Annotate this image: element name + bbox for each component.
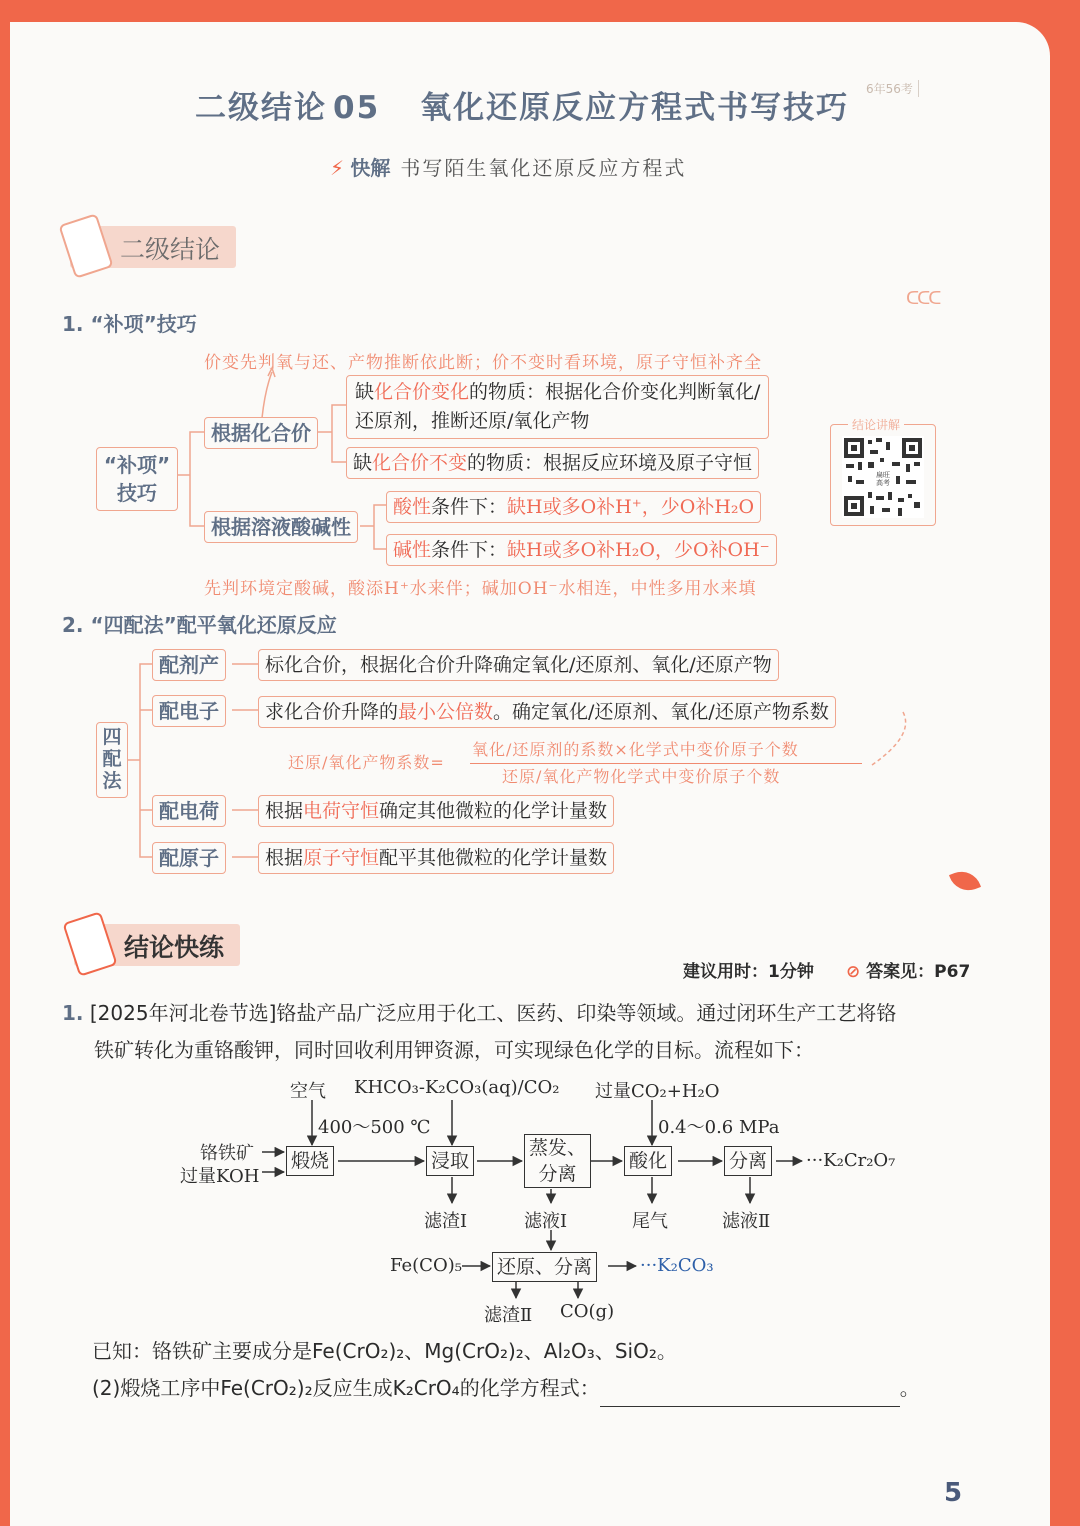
- branch-valence: 根据化合价: [204, 417, 318, 449]
- formula-left: 还原/氧化产物系数=: [288, 753, 445, 772]
- leaf-valence-change: 缺化合价变化的物质：根据化合价变化判断氧化/ 还原剂，推断还原/氧化产物: [346, 375, 769, 439]
- answer-blank[interactable]: [600, 1387, 900, 1407]
- qr-caption: 结论讲解: [848, 416, 904, 433]
- step-acidify: 酸化: [624, 1146, 672, 1176]
- input-fe-carbonyl: Fe(CO)₅: [390, 1255, 462, 1276]
- step-evaporate: 蒸发、 分离: [524, 1134, 591, 1188]
- input-air: 空气: [290, 1081, 326, 1102]
- leaf-acidic: 酸性条件下：缺H或多O补H⁺，少O补H₂O: [386, 491, 761, 523]
- exam-count-tag: 6年56考: [866, 80, 919, 97]
- heading-four-methods: 2. “四配法”配平氧化还原反应: [62, 613, 337, 637]
- method-desc-2: 求化合价升降的最小公倍数。确定氧化/还原剂、氧化/还原产物系数: [258, 696, 836, 728]
- link-icon: ⊘: [846, 962, 861, 982]
- method-desc-1: 标化合价，根据化合价升降确定氧化/还原剂、氧化/还原产物: [258, 649, 779, 681]
- question-text: 1. [2025年河北卷节选]铬盐产品广泛应用于化工、医药、印染等领域。通过闭环生产工艺将铬 铁矿转化为重铬酸钾，同时回收利用钾资源，可实现绿色化学的目标。流程如下：: [62, 1001, 897, 1062]
- out-filtrate-2: 滤液Ⅱ: [722, 1211, 771, 1232]
- step-reduce: 还原、分离: [492, 1252, 597, 1282]
- formula-denominator: 还原/氧化产物化学式中变价原子个数: [502, 767, 781, 786]
- leaf-basic: 碱性条件下：缺H或多O补H₂O，少O补OH⁻: [386, 534, 777, 566]
- reagent-co2: 过量CO₂+H₂O: [595, 1081, 720, 1102]
- method-desc-4: 根据原子守恒配平其他微粒的化学计量数: [258, 842, 614, 874]
- decorative-waves-icon: ᑕᑕᑕ: [906, 288, 940, 309]
- out-co: CO(g): [560, 1301, 615, 1322]
- leaf-valence-unchanged: 缺化合价不变的物质：根据反应环境及原子守恒: [346, 447, 759, 479]
- page-number: 5: [944, 1478, 963, 1508]
- input-koh: 过量KOH: [180, 1166, 260, 1187]
- step-separate: 分离: [724, 1146, 772, 1176]
- method-label-1: 配剂产: [152, 649, 226, 681]
- formula-numerator: 氧化/还原剂的系数×化学式中变价原子个数: [472, 740, 799, 759]
- product-carbonate: ···K₂CO₃: [640, 1255, 714, 1276]
- step-calcine: 煅烧: [286, 1146, 334, 1176]
- input-ore: 铬铁矿: [200, 1143, 254, 1164]
- section-tab-practice: 结论快练: [74, 924, 240, 966]
- mnemonic-top: 价变先判氧与还、产物推断依此断；价不变时看环境，原子守恒补齐全: [204, 353, 762, 373]
- method-label-4: 配原子: [152, 842, 226, 874]
- section-tab-conclusion: 二级结论: [70, 226, 236, 268]
- temperature: 400～500 ℃: [318, 1117, 431, 1138]
- root-four-methods: 四 配 法: [96, 722, 128, 798]
- pressure: 0.4～0.6 MPa: [658, 1117, 780, 1138]
- suggested-time: 建议用时：1分钟: [683, 962, 814, 982]
- step-leach: 浸取: [426, 1146, 474, 1176]
- mnemonic-bottom: 先判环境定酸碱，酸添H⁺水来伴；碱加OH⁻水相连，中性多用水来填: [204, 579, 757, 599]
- out-filtrate-1: 滤液Ⅰ: [524, 1211, 568, 1232]
- answer-reference: ⊘ 答案见：P67: [846, 962, 971, 982]
- out-residue-2: 滤渣Ⅱ: [484, 1305, 533, 1326]
- heading-supplement: 1. “补项”技巧: [62, 312, 197, 336]
- method-label-2: 配电子: [152, 695, 226, 727]
- method-label-3: 配电荷: [152, 795, 226, 827]
- subtitle: ⚡ 快解 书写陌生氧化还原反应方程式: [330, 156, 687, 180]
- page-title: 二级结论 05 氧化还原反应方程式书写技巧: [195, 90, 850, 126]
- out-tail-gas: 尾气: [632, 1211, 668, 1232]
- root-supplement: “补项” 技巧: [96, 447, 178, 511]
- reagent-leach: KHCO₃-K₂CO₃(aq)/CO₂: [354, 1077, 560, 1098]
- sub-question: (2)煅烧工序中Fe(CrO₂)₂反应生成K₂CrO₄的化学方程式： 。: [92, 1370, 920, 1407]
- branch-acidity: 根据溶液酸碱性: [204, 511, 358, 543]
- method-desc-3: 根据电荷守恒确定其他微粒的化学计量数: [258, 795, 614, 827]
- svg-text:扁旺: 扁旺: [876, 471, 890, 479]
- svg-text:高考: 高考: [876, 479, 890, 487]
- out-residue-1: 滤渣Ⅰ: [424, 1211, 468, 1232]
- known-info: 已知：铬铁矿主要成分是Fe(CrO₂)₂、Mg(CrO₂)₂、Al₂O₃、SiO₂。: [92, 1339, 677, 1363]
- product-dichromate: ···K₂Cr₂O₇: [806, 1150, 896, 1171]
- lightning-icon: ⚡: [330, 156, 345, 180]
